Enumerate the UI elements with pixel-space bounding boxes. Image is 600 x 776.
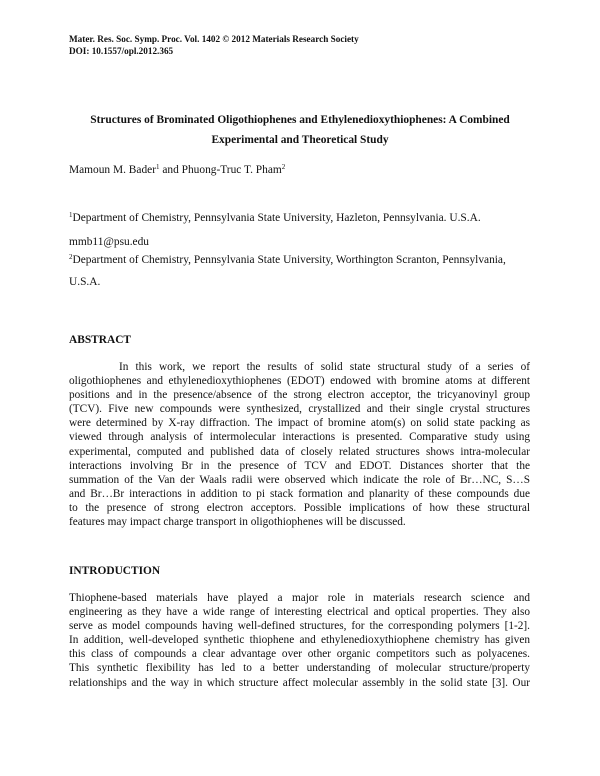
intro-line: This synthetic flexibility has led to a better understanding of molecular structure/property <box>69 662 530 675</box>
affiliation-2-mark: 2 <box>69 253 73 261</box>
intro-line: engineering as they have a wide range of interesting electrical and optical properties. They also <box>69 606 530 619</box>
affiliation-1-mark: 1 <box>69 211 73 219</box>
authors <box>69 163 285 177</box>
abstract-line: features may impact charge transport in oligothiophenes will be discussed. <box>69 516 406 529</box>
abstract-line: summation of the Van der Waals radii were observed which indicate the role of Br…NC, S…S <box>69 473 530 486</box>
affiliation-2-country: U.S.A. <box>69 276 101 288</box>
doi: DOI: 10.1557/opl.2012.365 <box>69 46 174 56</box>
author-1: Mamoun M. Bader <box>69 164 156 176</box>
affiliation-1 <box>69 211 481 225</box>
intro-line: serve as model compounds having well-defined structures, for the corresponding polymers [1-2]. <box>69 620 530 633</box>
introduction-heading: INTRODUCTION <box>69 565 161 577</box>
affiliation-2 <box>69 253 506 267</box>
affiliation-2-text: Department of Chemistry, Pennsylvania State University, Worthington Scranton, Pennsylvania, <box>72 254 506 266</box>
journal-citation: Mater. Res. Soc. Symp. Proc. Vol. 1402 © 2012 Materials Research Society <box>69 34 359 44</box>
title-line-1: Structures of Brominated Oligothiophenes and Ethylenedioxythiophenes: A Combined <box>90 114 510 126</box>
abstract-line: experimental, computed and published data of closely related structures shows intra-molecular <box>69 445 530 458</box>
intro-line: relationships and the way in which structure affect molecular assembly in the solid state [3]. Our <box>69 676 530 689</box>
abstract-heading: ABSTRACT <box>69 334 132 346</box>
intro-line: this class of compounds a clear advantage over other organic competitors such as polyacenes. <box>69 648 530 661</box>
abstract-line: to the presence of strong electron acceptors. Possible implications of how these structural <box>69 501 530 514</box>
affiliation-1-text: Department of Chemistry, Pennsylvania State University, Hazleton, Pennsylvania. U.S.A. <box>72 212 481 224</box>
author-2: and Phuong-Truc T. Pham <box>159 164 282 176</box>
abstract-line: (TCV). Five new compounds were synthesized, crystallized and their single crystal structures <box>69 403 530 416</box>
abstract-line: oligothiophenes and ethylenedioxythiophenes (EDOT) endowed with bromine atoms at different <box>69 375 530 388</box>
title-line-2: Experimental and Theoretical Study <box>211 134 389 146</box>
author-email: mmb11@psu.edu <box>69 236 149 248</box>
author-2-affiliation-mark: 2 <box>281 163 286 171</box>
paper-title <box>70 110 530 150</box>
abstract-body <box>69 360 530 529</box>
journal-header <box>69 33 359 57</box>
abstract-line: In this work, we report the results of solid state structural study of a series of <box>119 361 530 373</box>
abstract-line: positions and in the presence/absence of the strong electron acceptor, the tricyanovinyl group <box>69 389 530 402</box>
introduction-body <box>69 591 530 690</box>
abstract-line: and Br…Br interactions in addition to pi stack formation and planarity of these compounds due <box>69 487 530 500</box>
abstract-line: viewed through analysis of intermolecular interactions is presented. Comparative study using <box>69 431 530 444</box>
abstract-line: interactions involving Br in the presence of TCV and EDOT. Distances shorter that the <box>69 459 530 472</box>
abstract-line: were determined by X-ray diffraction. The impact of bromine atom(s) on solid state packing as <box>69 417 530 430</box>
intro-line: In addition, well-developed synthetic thiophene and ethylenedioxythiophene chemistry has given <box>69 634 530 647</box>
author-1-affiliation-mark: 1 <box>156 163 160 171</box>
intro-line: Thiophene-based materials have played a major role in materials research science and <box>69 592 530 604</box>
